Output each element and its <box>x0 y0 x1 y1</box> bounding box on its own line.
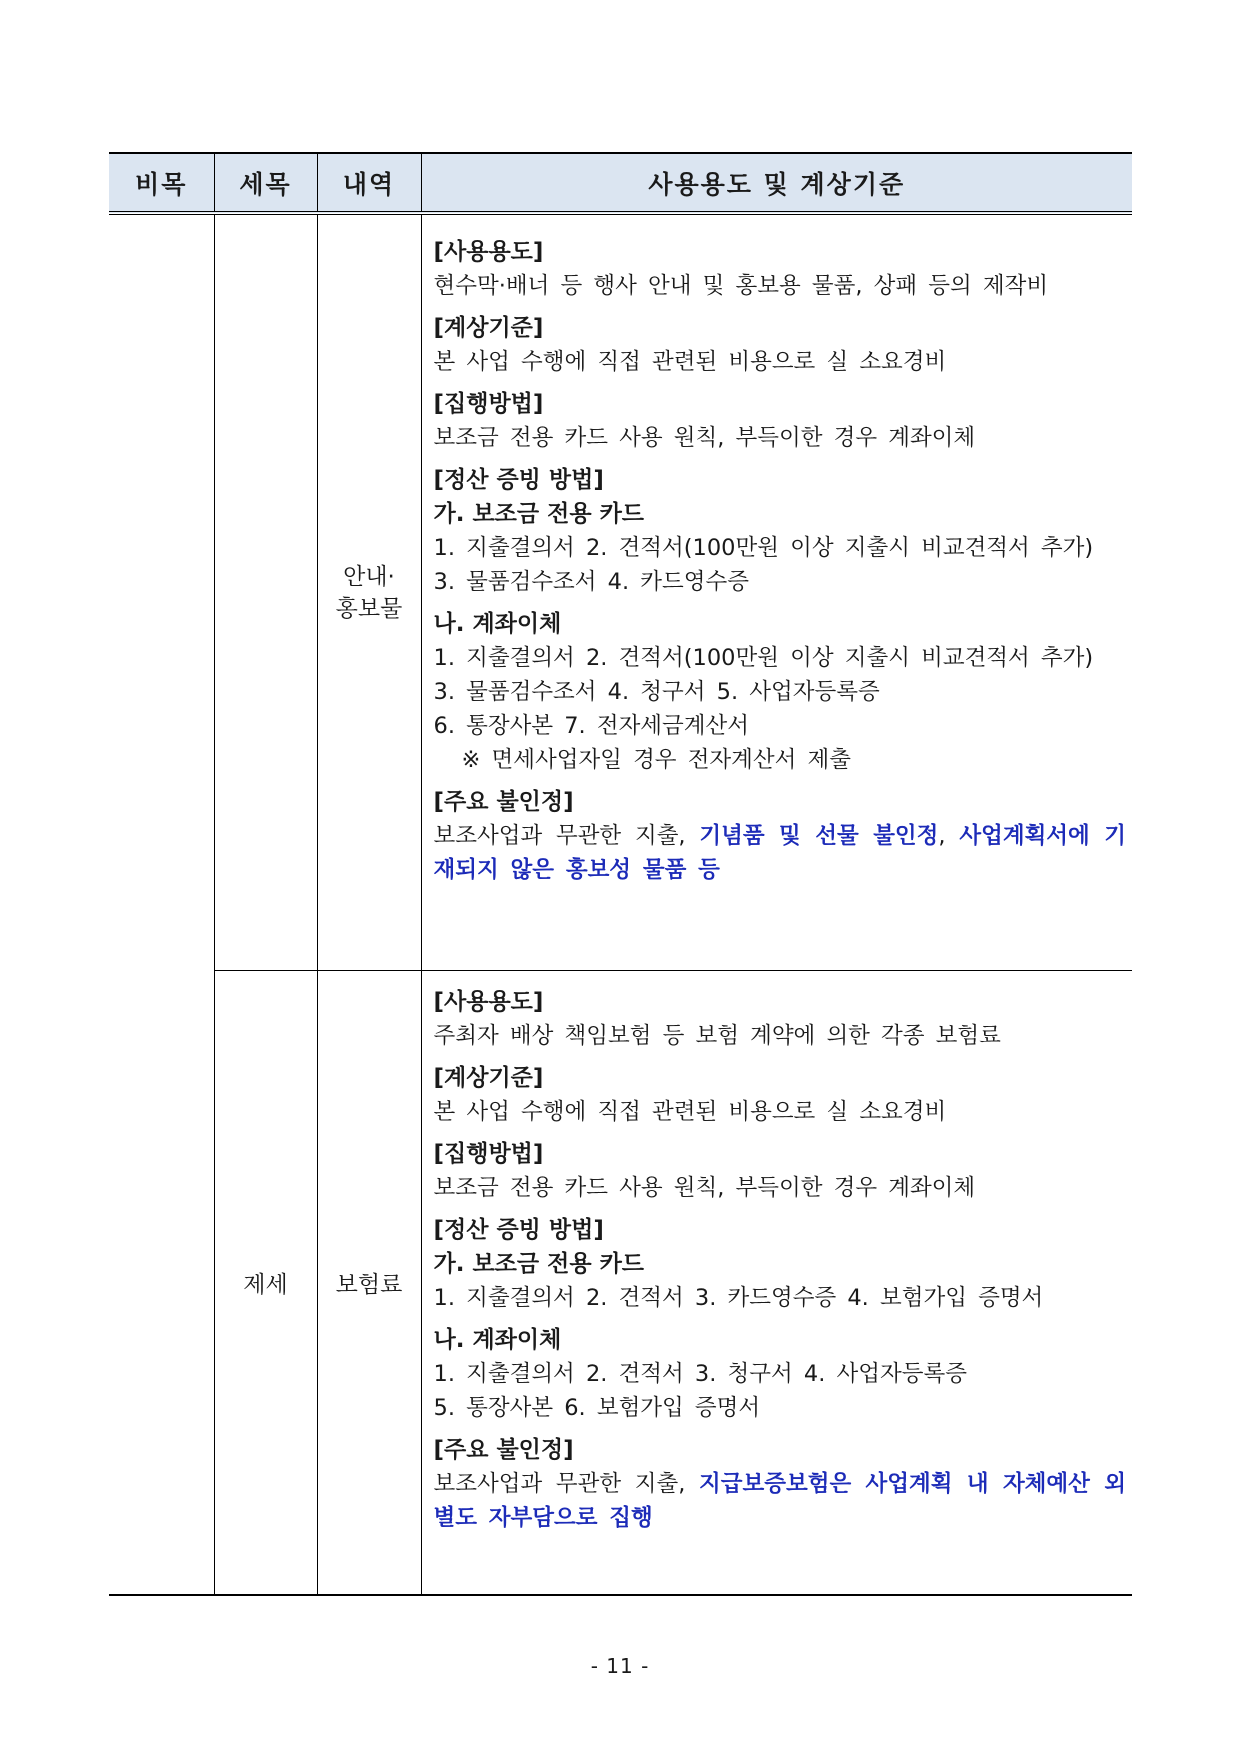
disallow-highlight-guarantee: 지급보증보험은 사업계획 내 자체예산 외 별도 자부담으로 집행 <box>433 1471 1126 1531</box>
naeyeok-cell: 보험료 <box>317 971 421 1596</box>
header-bimok: 비목 <box>109 153 214 213</box>
transfer-item-line: 6. 통장사본 7. 전자세금계산서 <box>433 713 749 739</box>
basis-heading: [계상기준] <box>433 1065 544 1091</box>
bimok-cell <box>109 213 214 1595</box>
basis-text: 본 사업 수행에 직접 관련된 비용으로 실 소요경비 <box>433 1099 947 1125</box>
disallow-plain: 보조사업과 무관한 지출, <box>433 823 700 849</box>
basis-heading: [계상기준] <box>433 315 544 341</box>
transfer-item-line: 3. 물품검수조서 4. 청구서 5. 사업자등록증 <box>433 679 880 705</box>
table-row <box>109 213 1132 971</box>
card-subheading: 가. 보조금 전용 카드 <box>433 501 645 527</box>
header-usage-basis: 사용용도 및 계상기준 <box>421 153 1132 213</box>
usage-text: 현수막·배너 등 행사 안내 및 홍보용 물품, 상패 등의 제작비 <box>433 273 1049 299</box>
header-naeyeok: 내역 <box>317 153 421 213</box>
disallow-separator: , <box>938 823 960 849</box>
card-subheading: 가. 보조금 전용 카드 <box>433 1251 645 1277</box>
table-header <box>109 153 1132 213</box>
basis-text: 본 사업 수행에 직접 관련된 비용으로 실 소요경비 <box>433 349 947 375</box>
description-cell <box>421 213 1132 971</box>
header-semok: 세목 <box>214 153 317 213</box>
naeyeok-cell <box>317 213 421 971</box>
disallow-text <box>434 819 1127 887</box>
budget-table <box>109 152 1132 1596</box>
disallow-highlight-promo: 사업계획서에 기재되지 않은 홍보성 물품 등 <box>433 823 1126 883</box>
usage-text: 주최자 배상 책임보험 등 보험 계약에 의한 각종 보험료 <box>433 1023 1001 1049</box>
semok-cell <box>214 213 317 971</box>
disallow-highlight-gifts: 기념품 및 선물 불인정 <box>699 823 939 849</box>
card-item-line: 1. 지출결의서 2. 견적서(100만원 이상 지출시 비교견적서 추가) <box>433 535 1094 561</box>
naeyeok-label-line1: 안내· <box>343 563 395 590</box>
transfer-subheading: 나. 계좌이체 <box>433 611 562 637</box>
card-item-line: 1. 지출결의서 2. 견적서 3. 카드영수증 4. 보험가입 증명서 <box>433 1285 1044 1311</box>
tax-exempt-note: ※ 면세사업자일 경우 전자계산서 제출 <box>461 747 851 773</box>
naeyeok-label-line2: 홍보물 <box>335 595 403 622</box>
card-item-line: 3. 물품검수조서 4. 카드영수증 <box>433 569 749 595</box>
disallow-plain: 보조사업과 무관한 지출, <box>433 1471 700 1497</box>
description-cell <box>421 971 1132 1596</box>
exec-heading: [집행방법] <box>433 391 544 417</box>
exec-text: 보조금 전용 카드 사용 원칙, 부득이한 경우 계좌이체 <box>433 425 976 451</box>
transfer-subheading: 나. 계좌이체 <box>433 1327 562 1353</box>
semok-cell: 제세 <box>214 971 317 1596</box>
disallow-heading: [주요 불인정] <box>433 789 574 815</box>
usage-heading: [사용용도] <box>433 239 544 265</box>
usage-heading: [사용용도] <box>433 989 544 1015</box>
table-row <box>109 971 1132 1596</box>
disallow-heading: [주요 불인정] <box>433 1437 574 1463</box>
transfer-item-line: 5. 통장사본 6. 보험가입 증명서 <box>433 1395 761 1421</box>
transfer-item-line: 1. 지출결의서 2. 견적서 3. 청구서 4. 사업자등록증 <box>433 1361 967 1387</box>
page-number: - 11 - <box>590 1654 650 1678</box>
proof-heading: [정산 증빙 방법] <box>433 1217 604 1243</box>
exec-text: 보조금 전용 카드 사용 원칙, 부득이한 경우 계좌이체 <box>433 1175 976 1201</box>
proof-heading: [정산 증빙 방법] <box>433 467 604 493</box>
disallow-text <box>434 1467 1127 1535</box>
exec-heading: [집행방법] <box>433 1141 544 1167</box>
transfer-item-line: 1. 지출결의서 2. 견적서(100만원 이상 지출시 비교견적서 추가) <box>433 645 1094 671</box>
